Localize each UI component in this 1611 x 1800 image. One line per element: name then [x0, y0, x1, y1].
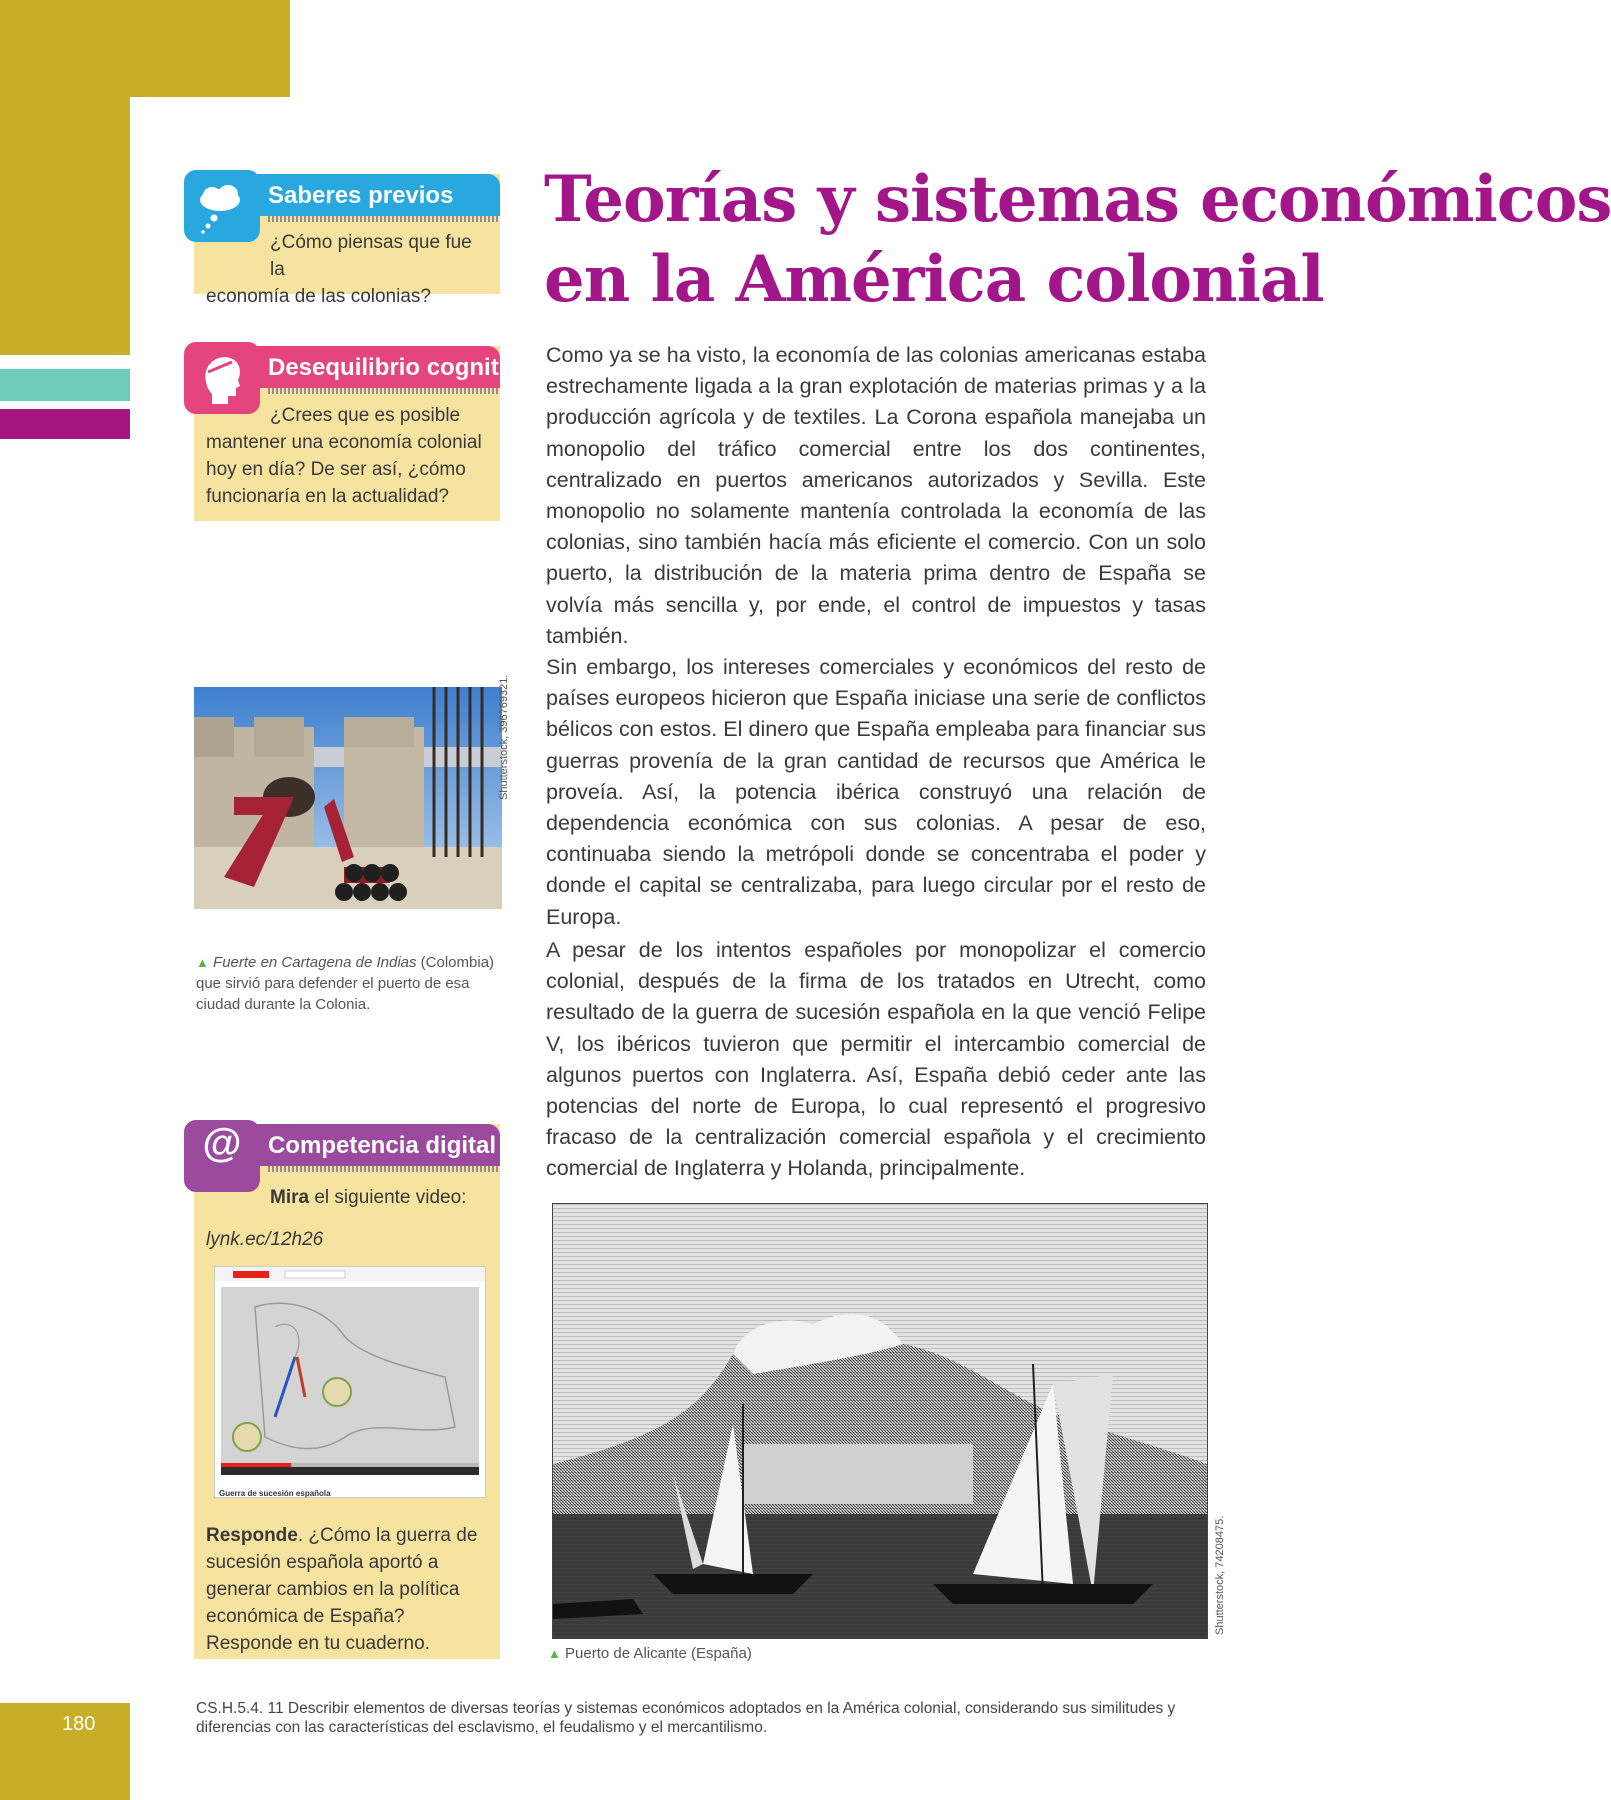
engraving-caption: [548, 1645, 752, 1662]
desequilibrio-line-3: hoy en día? De ser así, ¿cómo: [206, 459, 466, 480]
body-paragraph-3: A pesar de los intentos españoles por monopolizar el comercio colonial, después de la firma de los tratados en Utrecht, como resultado de la guerra de sucesión española en la que venció Felipe V, los ibéricos tuvieron que permitir el intercambio comercial de algunos puertos con Inglaterra. Así, España debió ceder ante las potencias del norte de Europa, lo cual representó el progresivo fracaso de la centralización comercial española y el crecimiento comercial de Inglaterra y Holanda, principalmente.: [546, 938, 1206, 1181]
decorative-magenta-stripe: [0, 409, 130, 439]
saberes-previos-box: [194, 174, 500, 307]
triangle-bullet-icon: ▲: [548, 1646, 561, 1661]
at-sign-icon: @: [184, 1120, 260, 1192]
saberes-previos-body: [206, 229, 486, 310]
mira-text: el siguiente video:: [309, 1187, 467, 1208]
video-thumbnail[interactable]: [214, 1266, 486, 1498]
desequilibrio-line-4: funcionaría en la actualidad?: [206, 486, 449, 507]
video-link[interactable]: lynk.ec/12h26: [206, 1229, 324, 1250]
responde-instruction: [206, 1522, 486, 1657]
triangle-bullet-icon: ▲: [196, 955, 209, 970]
page-title: [544, 160, 1611, 320]
desequilibrio-cognitivo-box: [194, 346, 534, 521]
decorative-gold-band-top: [0, 0, 290, 97]
photo-caption: [196, 952, 506, 1015]
caption-text: (Colombia) que sirvió para defender el puerto de esa ciudad durante la Colonia.: [196, 954, 495, 1013]
page-number: 180: [62, 1713, 96, 1735]
competencia-digital-box: [194, 1121, 500, 1659]
header-stripe: [268, 216, 500, 222]
mira-label: Mira: [270, 1187, 310, 1208]
curriculum-standard-footer: CS.H.5.4. 11 Describir elementos de diversas teorías y sistemas económicos adoptados en la América colonial, considerando sus similitudes y diferencias con las características del esclavismo, el feudalismo y el mercantilismo.: [196, 1700, 1176, 1736]
desequilibrio-line-1: ¿Crees que es posible: [270, 405, 461, 426]
decorative-gold-band-left: [0, 97, 130, 355]
page-title-line-1: Teorías y sistemas económicos: [544, 162, 1611, 237]
photo-fuerte-cartagena: [194, 687, 502, 909]
body-paragraph-2: Sin embargo, los intereses comerciales y económicos del resto de países europeos hicieron que España iniciase una serie de conflictos bélicos con estos. El dinero que España empleaba para financiar sus guerras provenía de la gran cantidad de recursos que América le proveía. Así, la potencia ibérica construyó una relación de dependencia económica con sus colonias. A pesar de eso, continuaba siendo la metrópoli donde se concentraba el poder y donde el capital se centralizaba, para luego circular por el resto de Europa.: [546, 655, 1206, 929]
engraving-puerto-alicante: [552, 1203, 1208, 1639]
desequilibrio-cognitivo-title: Desequilibrio cognitivo: [268, 354, 534, 381]
desequilibrio-line-2: mantener una economía colonial: [206, 432, 482, 453]
video-title: Guerra de sucesión española: [219, 1489, 331, 1498]
responde-text: . ¿Cómo la guerra de sucesión española aportó a generar cambios en la política económica de España? Responde en tu cuaderno.: [206, 1525, 478, 1654]
caption-title: Fuerte en Cartagena de Indias: [213, 954, 417, 971]
saberes-previos-title: Saberes previos: [268, 182, 454, 209]
engraving-credit: Shutterstock, 74208475.: [1214, 1515, 1226, 1635]
saberes-previos-question-line-1: ¿Cómo piensas que fue la: [270, 232, 472, 280]
competencia-digital-title: Competencia digital: [268, 1132, 497, 1159]
engraving-caption-text: Puerto de Alicante (España): [565, 1645, 752, 1662]
page-title-line-2: en la América colonial: [544, 242, 1324, 317]
responde-label: Responde: [206, 1525, 298, 1546]
saberes-previos-question-line-2: economía de las colonias?: [206, 286, 431, 307]
header-stripe: [268, 1166, 500, 1172]
photo-credit: Shutterstock, 396769321.: [498, 674, 510, 800]
header-stripe: [268, 388, 500, 394]
mira-instruction: [270, 1184, 486, 1211]
body-paragraph-1: Como ya se ha visto, la economía de las colonias americanas estaba estrechamente ligada a la gran explotación de materias primas y a la producción agrícola y de textiles. La Corona española manejaba un monopolio del tráfico comercial entre los dos continentes, centralizado en puertos americanos autorizados y Sevilla. Este monopolio no solamente mantenía controlada la economía de las colonias, sino también hacía más eficiente el comercio. Con un solo puerto, la distribución de la materia prima dentro de España se volvía más sencilla y, por ende, el control de impuestos y tasas también.: [546, 343, 1206, 648]
desequilibrio-cognitivo-body: [206, 402, 486, 510]
decorative-teal-stripe: [0, 369, 130, 401]
